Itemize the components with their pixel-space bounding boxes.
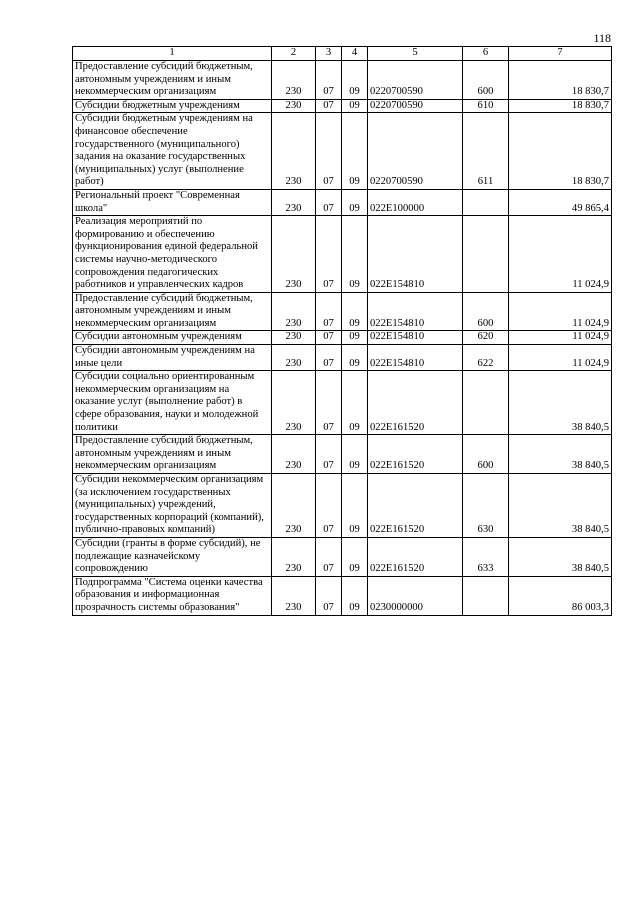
row-target-cell: 022E154810 [368, 345, 463, 371]
row-code-cell: 230 [272, 435, 316, 474]
row-amount-cell: 49 865,4 [509, 189, 612, 215]
table-row [73, 345, 612, 371]
header-cell: 3 [316, 47, 342, 61]
row-kind-cell: 610 [463, 99, 509, 113]
row-code-cell: 230 [272, 113, 316, 190]
row-target-cell: 022E161520 [368, 435, 463, 474]
row-section-cell: 07 [316, 345, 342, 371]
budget-table [72, 46, 612, 616]
row-kind-cell: 633 [463, 537, 509, 576]
row-section-cell: 07 [316, 61, 342, 100]
row-kind-cell: 600 [463, 61, 509, 100]
row-amount-cell: 18 830,7 [509, 99, 612, 113]
table-row [73, 292, 612, 331]
row-amount-cell: 11 024,9 [509, 345, 612, 371]
table-row [73, 189, 612, 215]
row-amount-cell: 11 024,9 [509, 216, 612, 293]
header-cell: 1 [73, 47, 272, 61]
row-kind-cell: 611 [463, 113, 509, 190]
table-row [73, 216, 612, 293]
row-name-cell: Предоставление субсидий бюджетным, автономным учреждениям и иным некоммерческим организациям [73, 61, 272, 100]
row-target-cell: 0220700590 [368, 99, 463, 113]
row-name-cell: Субсидии бюджетным учреждениям [73, 99, 272, 113]
row-subsection-cell: 09 [342, 99, 368, 113]
row-subsection-cell: 09 [342, 331, 368, 345]
row-amount-cell: 86 003,3 [509, 576, 612, 615]
row-subsection-cell: 09 [342, 61, 368, 100]
row-code-cell: 230 [272, 537, 316, 576]
table-row [73, 371, 612, 435]
row-target-cell: 022E161520 [368, 474, 463, 538]
row-kind-cell [463, 371, 509, 435]
table-row [73, 99, 612, 113]
table-row [73, 61, 612, 100]
row-kind-cell: 620 [463, 331, 509, 345]
row-section-cell: 07 [316, 331, 342, 345]
row-section-cell: 07 [316, 216, 342, 293]
table-row [73, 113, 612, 190]
row-code-cell: 230 [272, 216, 316, 293]
row-section-cell: 07 [316, 576, 342, 615]
row-name-cell: Субсидии автономным учреждениям [73, 331, 272, 345]
row-kind-cell [463, 216, 509, 293]
row-subsection-cell: 09 [342, 216, 368, 293]
row-code-cell: 230 [272, 189, 316, 215]
row-code-cell: 230 [272, 371, 316, 435]
row-target-cell: 022E154810 [368, 292, 463, 331]
row-section-cell: 07 [316, 537, 342, 576]
row-target-cell: 0230000000 [368, 576, 463, 615]
header-cell: 2 [272, 47, 316, 61]
header-cell: 7 [509, 47, 612, 61]
header-cell: 6 [463, 47, 509, 61]
row-amount-cell: 38 840,5 [509, 537, 612, 576]
row-subsection-cell: 09 [342, 576, 368, 615]
row-subsection-cell: 09 [342, 292, 368, 331]
table-row [73, 474, 612, 538]
row-name-cell: Субсидии некоммерческим организациям (за исключением государственных (муниципальных) учреждений, государственных корпораций (компаний), публично-правовых компаний) [73, 474, 272, 538]
row-name-cell: Субсидии социально ориентированным некоммерческим организациям на оказание услуг (выполнение работ) в сфере образования, науки и молодежной политики [73, 371, 272, 435]
row-code-cell: 230 [272, 345, 316, 371]
row-code-cell: 230 [272, 474, 316, 538]
row-target-cell: 0220700590 [368, 113, 463, 190]
row-section-cell: 07 [316, 474, 342, 538]
row-kind-cell: 630 [463, 474, 509, 538]
row-subsection-cell: 09 [342, 371, 368, 435]
row-amount-cell: 38 840,5 [509, 435, 612, 474]
row-amount-cell: 38 840,5 [509, 371, 612, 435]
row-target-cell: 022E161520 [368, 537, 463, 576]
row-name-cell: Субсидии (гранты в форме субсидий), не подлежащие казначейскому сопровождению [73, 537, 272, 576]
row-target-cell: 022E154810 [368, 331, 463, 345]
header-cell: 5 [368, 47, 463, 61]
row-name-cell: Региональный проект "Современная школа" [73, 189, 272, 215]
row-code-cell: 230 [272, 99, 316, 113]
row-section-cell: 07 [316, 292, 342, 331]
page-number: 118 [593, 31, 611, 45]
table-header-row [73, 47, 612, 61]
row-amount-cell: 11 024,9 [509, 292, 612, 331]
row-target-cell: 022E161520 [368, 371, 463, 435]
row-kind-cell [463, 576, 509, 615]
row-section-cell: 07 [316, 371, 342, 435]
row-target-cell: 0220700590 [368, 61, 463, 100]
table-row [73, 537, 612, 576]
row-kind-cell: 600 [463, 292, 509, 331]
row-amount-cell: 18 830,7 [509, 61, 612, 100]
row-name-cell: Реализация мероприятий по формированию и обеспечению функционирования единой федеральной системы научно-методического сопровождения педагогических работников и управленческих кадров [73, 216, 272, 293]
table-row [73, 435, 612, 474]
row-code-cell: 230 [272, 61, 316, 100]
row-subsection-cell: 09 [342, 537, 368, 576]
row-section-cell: 07 [316, 189, 342, 215]
row-amount-cell: 18 830,7 [509, 113, 612, 190]
row-kind-cell: 622 [463, 345, 509, 371]
row-code-cell: 230 [272, 292, 316, 331]
row-name-cell: Предоставление субсидий бюджетным, автономным учреждениям и иным некоммерческим организациям [73, 435, 272, 474]
row-name-cell: Подпрограмма "Система оценки качества образования и информационная прозрачность системы образования" [73, 576, 272, 615]
row-code-cell: 230 [272, 576, 316, 615]
row-subsection-cell: 09 [342, 189, 368, 215]
table-row [73, 331, 612, 345]
row-name-cell: Субсидии бюджетным учреждениям на финансовое обеспечение государственного (муниципального) задания на оказание государственных (муниципальных) услуг (выполнение работ) [73, 113, 272, 190]
row-target-cell: 022E100000 [368, 189, 463, 215]
header-cell: 4 [342, 47, 368, 61]
row-amount-cell: 11 024,9 [509, 331, 612, 345]
table-row [73, 576, 612, 615]
row-name-cell: Предоставление субсидий бюджетным, автономным учреждениям и иным некоммерческим организациям [73, 292, 272, 331]
row-code-cell: 230 [272, 331, 316, 345]
row-kind-cell: 600 [463, 435, 509, 474]
row-subsection-cell: 09 [342, 474, 368, 538]
row-section-cell: 07 [316, 435, 342, 474]
row-subsection-cell: 09 [342, 113, 368, 190]
row-section-cell: 07 [316, 99, 342, 113]
row-subsection-cell: 09 [342, 435, 368, 474]
row-name-cell: Субсидии автономным учреждениям на иные цели [73, 345, 272, 371]
row-subsection-cell: 09 [342, 345, 368, 371]
row-amount-cell: 38 840,5 [509, 474, 612, 538]
row-target-cell: 022E154810 [368, 216, 463, 293]
row-section-cell: 07 [316, 113, 342, 190]
row-kind-cell [463, 189, 509, 215]
